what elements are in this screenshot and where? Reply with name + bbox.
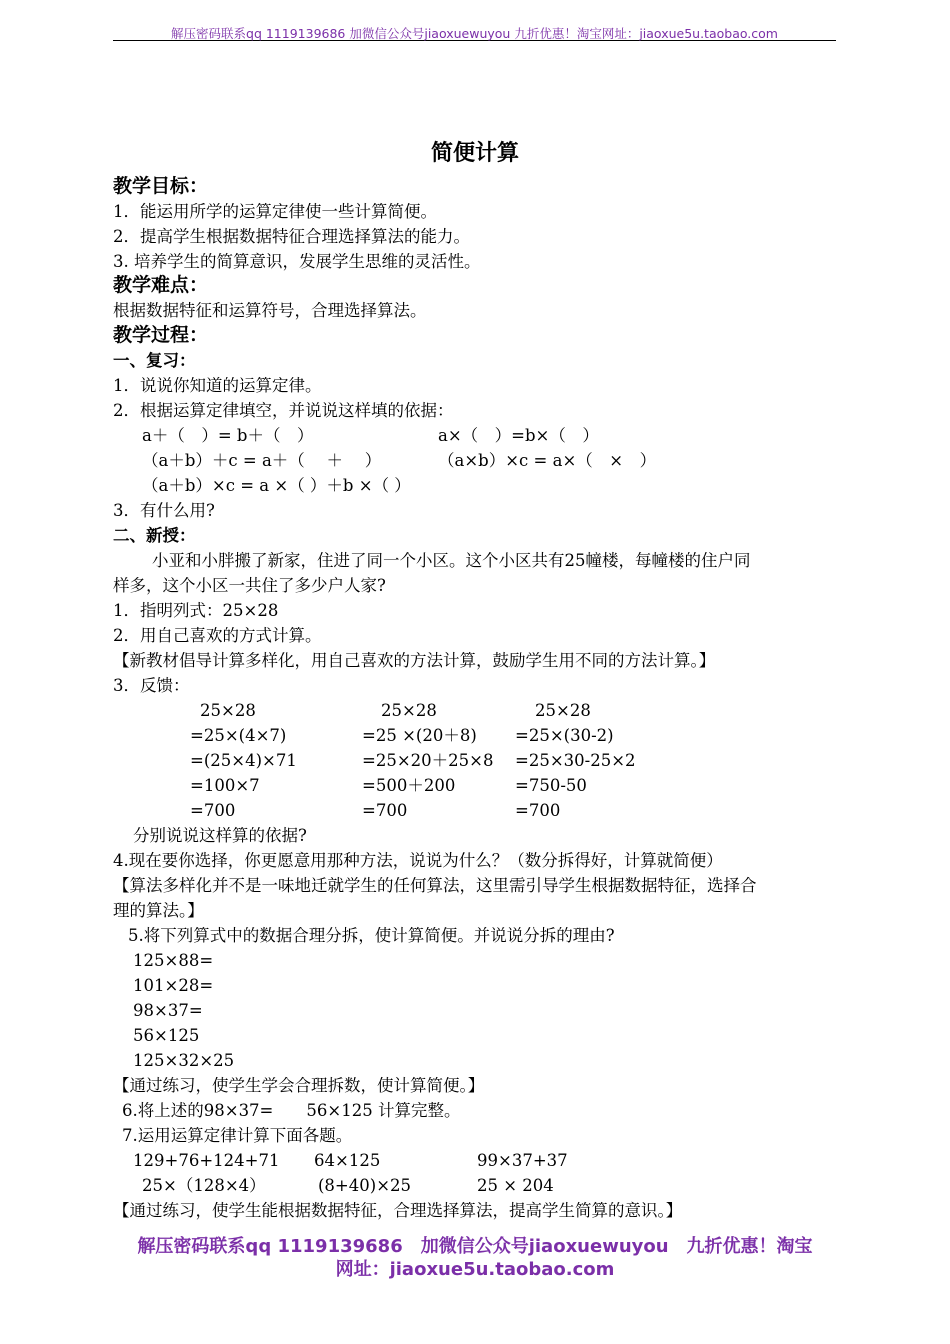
step-item: 6.将上述的98×37= 56×125 计算完整。 xyxy=(122,1101,461,1120)
split-item: 125×88= xyxy=(133,951,214,970)
teaching-note: 【算法多样化并不是一味地迁就学生的任何算法，这里需引导学生根据数据特征，选择合 xyxy=(113,876,757,895)
split-item: 101×28= xyxy=(133,976,214,995)
method-a-line: =(25×4)×71 xyxy=(190,751,297,770)
law-associative-add: （a＋b）＋c = a＋（ ＋ ） xyxy=(142,451,382,470)
step-item: 4.现在要你选择，你更愿意用那种方法，说说为什么？（数分拆得好，计算就简便） xyxy=(113,851,723,870)
goals-heading: 教学目标： xyxy=(113,175,209,197)
goal-item: 3. 培养学生的简算意识，发展学生思维的灵活性。 xyxy=(113,252,481,271)
method-c-line: =25×30-25×2 xyxy=(515,751,636,770)
method-c-line: =700 xyxy=(515,801,561,820)
teaching-note: 【通过练习，使学生能根据数据特征，合理选择算法，提高学生简算的意识。】 xyxy=(113,1201,683,1220)
split-item: 98×37= xyxy=(133,1001,203,1020)
exercise-item: 99×37+37 xyxy=(477,1151,568,1170)
footer-watermark-url: 网址：jiaoxue5u.taobao.com xyxy=(335,1259,615,1280)
split-item: 56×125 xyxy=(133,1026,200,1045)
method-b-line: =25 ×(20＋8) xyxy=(362,726,477,745)
method-a-line: 25×28 xyxy=(200,701,256,720)
footer-watermark: 解压密码联系qq 1119139686 加微信公众号jiaoxuewuyou 九折优惠！淘宝 xyxy=(137,1236,813,1257)
new-heading: 二、新授： xyxy=(113,526,196,545)
method-c-line: =750-50 xyxy=(515,776,587,795)
method-b-line: =700 xyxy=(362,801,408,820)
process-heading: 教学过程： xyxy=(113,324,209,346)
method-a-line: =700 xyxy=(190,801,236,820)
method-c-line: 25×28 xyxy=(535,701,591,720)
law-commutative-add: a＋（ ）= b＋（ ） xyxy=(142,426,314,445)
review-item: 1．说说你知道的运算定律。 xyxy=(113,376,322,395)
method-a-line: =25×(4×7) xyxy=(190,726,287,745)
law-commutative-mul: a×（ ）=b×（ ） xyxy=(438,426,599,445)
exercise-item: (8+40)×25 xyxy=(318,1176,412,1195)
step-item: 分别说说这样算的依据? xyxy=(133,826,307,845)
page-title: 简便计算 xyxy=(430,141,519,166)
method-b-line: =500＋200 xyxy=(362,776,456,795)
exercise-item: 25 × 204 xyxy=(477,1176,554,1195)
teaching-note: 【通过练习，使学生学会合理拆数，使计算简便。】 xyxy=(113,1076,485,1095)
method-b-line: =25×20＋25×8 xyxy=(362,751,494,770)
method-a-line: =100×7 xyxy=(190,776,260,795)
difficulty-text: 根据数据特征和运算符号，合理选择算法。 xyxy=(113,301,427,320)
step-item: 2．用自己喜欢的方式计算。 xyxy=(113,626,322,645)
goal-item: 1．能运用所学的运算定律使一些计算简便。 xyxy=(113,202,437,221)
review-item: 2．根据运算定律填空，并说说这样填的依据： xyxy=(113,401,454,420)
problem-text: 样多，这个小区一共住了多少户人家? xyxy=(113,576,386,595)
law-distributive: （a＋b）×c = a ×（ ）＋b ×（ ） xyxy=(142,476,411,495)
method-c-line: =25×(30-2) xyxy=(515,726,614,745)
exercise-item: 25×（128×4） xyxy=(142,1176,266,1195)
exercise-item: 129+76+124+71 xyxy=(133,1151,280,1170)
method-b-line: 25×28 xyxy=(381,701,437,720)
header-watermark: 解压密码联系qq 1119139686 加微信公众号jiaoxuewuyou 九折优惠！淘宝网址：jiaoxue5u.taobao.com xyxy=(113,24,836,41)
step-item: 3．反馈： xyxy=(113,676,190,695)
teaching-note: 理的算法。】 xyxy=(113,901,204,920)
split-item: 125×32×25 xyxy=(133,1051,235,1070)
step-item: 5.将下列算式中的数据合理分拆，使计算简便。并说说分拆的理由? xyxy=(128,926,615,945)
goal-item: 2．提高学生根据数据特征合理选择算法的能力。 xyxy=(113,227,470,246)
problem-text: 小亚和小胖搬了新家，住进了同一个小区。这个小区共有25幢楼，每幢楼的住户同 xyxy=(152,551,751,570)
exercise-item: 64×125 xyxy=(314,1151,381,1170)
review-item: 3．有什么用? xyxy=(113,501,215,520)
step-item: 7.运用运算定律计算下面各题。 xyxy=(122,1126,353,1145)
teaching-note: 【新教材倡导计算多样化，用自己喜欢的方法计算，鼓励学生用不同的方法计算。】 xyxy=(113,651,716,670)
review-heading: 一、复习： xyxy=(113,351,196,370)
law-associative-mul: （a×b）×c = a×（ × ） xyxy=(438,451,657,470)
step-item: 1．指明列式：25×28 xyxy=(113,601,279,620)
difficulty-heading: 教学难点： xyxy=(113,274,209,296)
